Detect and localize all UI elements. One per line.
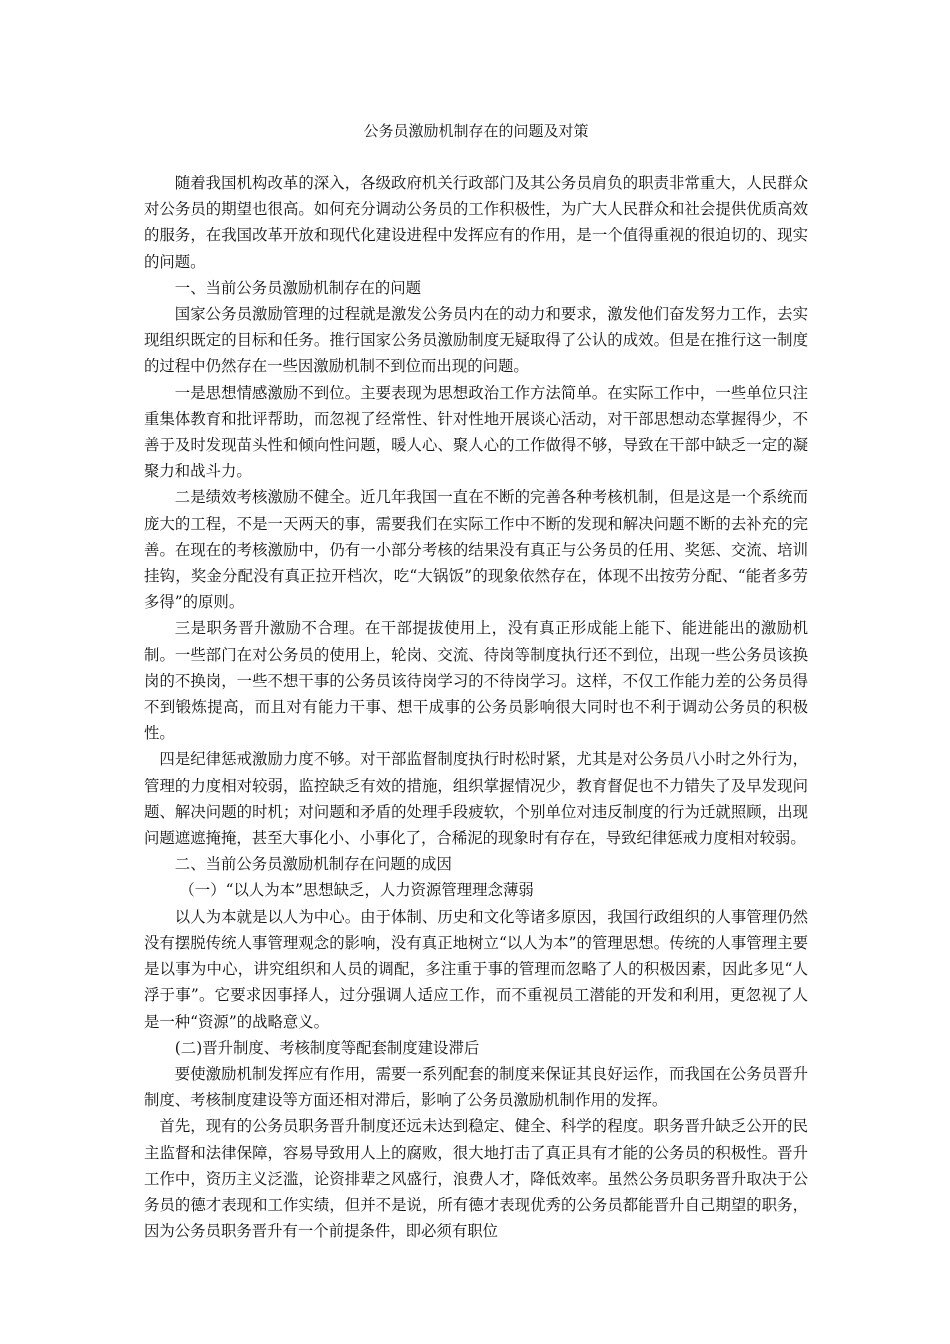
paragraph-people-oriented: 以人为本就是以人为中心。由于体制、历史和文化等诸多原因，我国行政组织的人事管理仍然没有摆脱传统人事管理观念的影响，没有真正地树立“以人为本”的管理思想。传统的人事管理主要是以事为中心，讲究组织和人员的调配，多注重于事的管理而忽略了人的积极因素，因此多见“人浮于事”。它要求因事择人，过分强调人适应工作，而不重视员工潜能的开发和利用，更忽视了人是一种“资源”的战略意义。 — [144, 907, 808, 1031]
section-heading-2: 二、当前公务员激励机制存在问题的成因 — [174, 855, 452, 874]
paragraph-problem-3: 三是职务晋升激励不合理。在干部提拔使用上，没有真正形成能上能下、能进能出的激励机制。一些部门在对公务员的使用上，轮岗、交流、待岗等制度执行还不到位，出现一些公务员该换岗的不换岗，一些不想干事的公务员该待岗学习的不待岗学习。这样，不仅工作能力差的公务员得不到锻炼提高，而且对有能力干事、想干成事的公务员影响很大同时也不利于调动公务员的积极性。 — [144, 619, 808, 743]
paragraph-problem-1: 一是思想情感激励不到位。主要表现为思想政治工作方法简单。在实际工作中，一些单位只注重集体教育和批评帮助，而忽视了经常性、针对性地开展谈心活动，对干部思想动态掌握得少，不善于及时发现苗头性和倾向性问题，暖人心、聚人心的工作做得不够，导致在干部中缺乏一定的凝聚力和战斗力。 — [144, 383, 808, 481]
paragraph-supporting-systems: 要使激励机制发挥应有作用，需要一系列配套的制度来保证其良好运作，而我国在公务员晋升制度、考核制度建设等方面还相对滞后，影响了公务员激励机制作用的发挥。 — [144, 1064, 808, 1110]
paragraph-problem-4: 四是纪律惩戒激励力度不够。对干部监督制度执行时松时紧，尤其是对公务员八小时之外行为，管理的力度相对较弱，监控缺乏有效的措施，组织掌握情况少，教育督促也不力错失了及早发现问题、解决问题的时机；对问题和矛盾的处理手段疲软，个别单位对违反制度的行为迁就照顾，出现问题遮遮掩掩，甚至大事化小、小事化了，合稀泥的现象时有存在，导致纪律惩戒力度相对较弱。 — [144, 750, 808, 848]
paragraph-intro: 随着我国机构改革的深入，各级政府机关行政部门及其公务员肩负的职责非常重大，人民群众对公务员的期望也很高。如何充分调动公务员的工作积极性，为广大人民群众和社会提供优质高效的服务，在我国改革开放和现代化建设进程中发挥应有的作用，是一个值得重视的很迫切的、现实的问题。 — [144, 174, 808, 271]
paragraph-promotion-system: 首先，现有的公务员职务晋升制度还远未达到稳定、健全、科学的程度。职务晋升缺乏公开的民主监督和法律保障，容易导致用人上的腐败，很大地打击了真正具有才能的公务员的积极性。晋升工作中，资历主义泛滥，论资排辈之风盛行，浪费人才，降低效率。虽然公务员职务晋升取决于公务员的德才表现和工作实绩，但并不是说，所有德才表现优秀的公务员都能晋升自己期望的职务，因为公务员职务晋升有一个前提条件，即必须有职位 — [144, 1117, 808, 1241]
document-title: 公务员激励机制存在的问题及对策 — [363, 122, 589, 140]
subsection-heading-1: （一）“以人为本”思想缺乏，人力资源管理理念薄弱 — [179, 881, 534, 900]
subsection-heading-2: (二)晋升制度、考核制度等配套制度建设滞后 — [174, 1038, 480, 1057]
paragraph-problem-2: 二是绩效考核激励不健全。近几年我国一直在不断的完善各种考核机制，但是这是一个系统而庞大的工程，不是一天两天的事，需要我们在实际工作中不断的发现和解决问题不断的去补充的完善。在现在的考核激励中，仍有一小部分考核的结果没有真正与公务员的任用、奖惩、交流、培训挂钩，奖金分配没有真正拉开档次，吃“大锅饭”的现象依然存在，体现不出按劳分配、“能者多劳多得”的原则。 — [144, 488, 808, 612]
document-page — [144, 118, 808, 1244]
paragraph-incentive-process: 国家公务员激励管理的过程就是激发公务员内在的动力和要求，激发他们奋发努力工作，去实现组织既定的目标和任务。推行国家公务员激励制度无疑取得了公认的成效。但是在推行这一制度的过程中仍然存在一些因激励机制不到位而出现的问题。 — [144, 305, 808, 376]
section-heading-1: 一、当前公务员激励机制存在的问题 — [174, 278, 422, 297]
